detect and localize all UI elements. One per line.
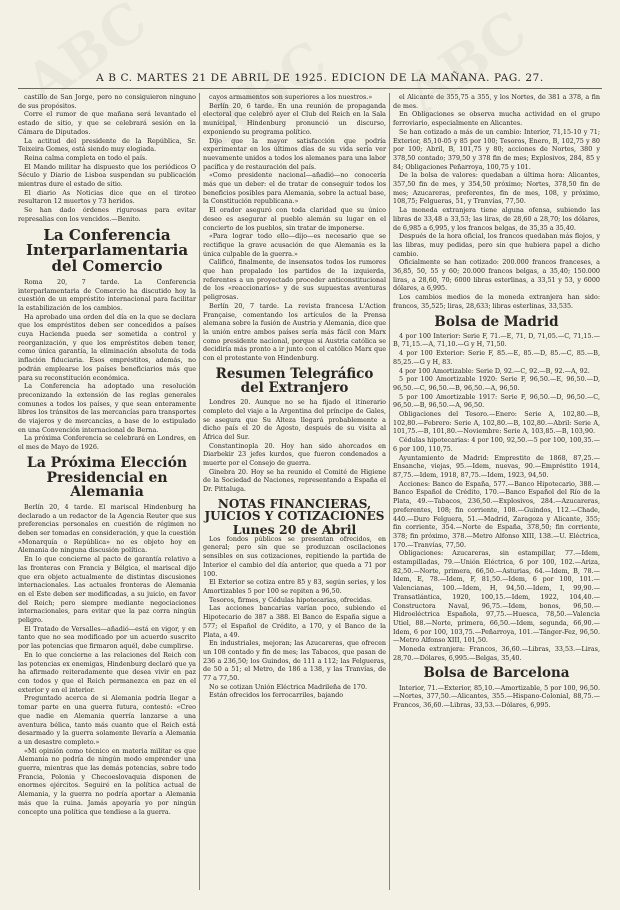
paragraph: El Tratado de Versalles—añadió—está en vigor, y en tanto que no sea modificado por un acuerdo suscrito por las potencias que firmaron aquél, debe cumplirse. bbox=[18, 624, 196, 651]
paragraph: Berlín 20, 4 tarde. El mariscal Hindenburg ha declarado a un redactor de la Agencia Reuter que sus preferencias personales en cuestión de régimen no deben ser tomadas en consideración, y que la cuestión «Monarquía o República» no es objeto hoy en Alemania de ninguna discusión política. bbox=[18, 502, 196, 555]
paragraph: 4 por 100 Interior: Serie F, 71.—E, 71, D, 71,05.—C, 71,15.—B, 71,15.—A, 71,10.—G y H, 71,50. bbox=[393, 331, 600, 349]
paragraph: Tesoros, firmes, y Cédulas hipotecarias, ofrecidas. bbox=[209, 595, 373, 604]
paragraph: 4 por 100 Amortizable: Serie D, 92.—C, 92.—B, 92.—A, 92. bbox=[399, 366, 590, 375]
paragraph: «Mi opinión como técnico en materia militar es que Alemania no podría de ningún modo emprender una guerra, mientras que las demás potencias, sobre todo Francia, Polonia y Checoeslovaquia disponen de enormes ejércitos. Seguiré en la política actual de Alemania, y la guerra no podría aportar a Alemania más que la ruina. Jamás apoyaría yo por ningún concepto una política que tendiese a la guerra. bbox=[18, 746, 196, 816]
paragraph: El diario As Noticias dice que en el tiroteo resultaron 12 muertos y 73 heridos. bbox=[18, 188, 196, 206]
paragraph: Ayuntamiento de Madrid: Emprestito de 1868, 87,25.—Ensanche, viejas, 95.—Idem, nuevas, 90.—Empréstito 1914, 87,75.—Idem, 1918, 87,75.—Idem, 1923, 94,50. bbox=[393, 453, 600, 479]
headline-bolsa-barcelona: Bolsa de Barcelona bbox=[423, 665, 570, 682]
paragraph: cayos armamentos son superiores a los nuestros.» bbox=[209, 93, 373, 101]
paragraph: Después de la hora oficial, los francos quedaban más flojos, y las libras, muy pedidas, pero sin que hubiera papel a dicho cambio. bbox=[393, 232, 600, 258]
paragraph: «Como presidente nacional—añadió—no conocería más que un deber: el de tratar de conseguir todos los beneficios posibles para Alemania, sobre la actual base, la Constitución republicana.» bbox=[203, 171, 386, 206]
headline-resumen: Resumen Telegráfico del Extranjero bbox=[215, 365, 374, 396]
paragraph: Corre el rumor de que mañana será levantado el estado de sitio, y que se celebrará sesión en la Cámara de Diputados. bbox=[18, 110, 196, 136]
paragraph: Ha aprobado una orden del día en la que se declara que los empréstitos deben ser concedidos a países cuya Hacienda pueda ser sometida a control y reorganización, y que los empréstitos deben tener, como única garantía, la eliminación absoluta de toda inflación fiduciaria. Esos empréstitos, además, no podrán emplearse los países beneficiarios más que para su reconstitución económica. bbox=[18, 312, 196, 382]
paragraph: 5 por 100 Amortizable 1920: Serie F, 96,50.—E, 96,50.—D, 96,50.—C, 96,50.—B, 96,50.—A, 96,50. bbox=[393, 375, 600, 392]
paragraph: Obligaciones del Tesoro.—Enero: Serie A, 102,80.—B, 102,80.—Febrero: Serie A, 102,80.—B, 102,80.—Abril: Serie A, 101,75.—B, 101,80.—Noviembre: Serie A, 103,85.—B, 103,90. bbox=[393, 410, 600, 436]
headline-conferencia: La Conferencia Interparlamentaria del Comercio bbox=[25, 225, 189, 276]
paragraph: El Exterior se cotiza entre 85 y 83, según series, y los Amortizables 5 por 100 se repiten a 96,50. bbox=[203, 578, 386, 595]
paragraph: La actitud del presidente de la República, Sr. Teixeira Gomes, está siendo muy elogiada. bbox=[18, 136, 196, 154]
column-2 bbox=[203, 93, 386, 700]
paragraph: De la bolsa de valores: quedaban a última hora: Alicantes, 357,50 fin de mes, y 354,50 próximo; Nortes, 378,50 fin de mes; Azucareras, preferentes, fin de mes, 108, y próximo, 108,75; Felgueras, 51, y Tranvías, 77,50. bbox=[393, 171, 600, 206]
paragraph: Obligaciones: Azucareras, sin estampillar, 77.—Idem, estampilladas, 79.—Unión Eléctrica, 6 por 100, 102.—Ariza, 82,50.—Norte, primera, 66,50.—Asturias, 64.—Idem, B, 78.—Idem, E, 78.—Idem, F, 81,50.—Idem, 6 por 100, 101.—Valencianas, 100.—Idem, H, 94,50.—Idem, I, 99,90.—Transatlántica, 1920, 100,15.—Idem, 1922, 104,40.—Constructora Naval, 96,75.—Idem, bonos, 96,50.—Hidroeléctrica Española, 97,75.—Huesca, 78,50.—Valencia Utiel, 88.—Norte, primera, 66,50.—Idem, segunda, 66,90.—Idem, 6 por 100, 103,75.—Peñarroya, 101.—Tánger-Fez, 96,50.—Metro Alfonso XIII, 101,50. bbox=[393, 549, 600, 645]
paragraph: La próxima Conferencia se celebrará en Londres, en el mes de Mayo de 1926. bbox=[18, 434, 196, 452]
paragraph: En lo que concierne al pacto de garantía relativo a las fronteras con Francia y Bélgica, el mariscal dijo que era objeto actualmente de distintas discusiones internacionales. Las actuales fronteras de Alemania en el Este deben ser modificadas, a su juicio, en favor del Reich; pero siempre mediante negociaciones internacionales, para evitar que la paz corra ningún peligro. bbox=[18, 555, 196, 625]
paragraph: Constantinopla 20. Hoy han sido ahorcados en Diarbekir 23 jefes kurdos, que fueron condenados a muerte por el Consejo de guerra. bbox=[203, 441, 386, 468]
paragraph: el Alicante de 355,75 a 355, y los Nortes, de 381 a 378, a fin de mes. bbox=[393, 93, 600, 110]
subheadline-date: Lunes 20 de Abril bbox=[232, 522, 357, 538]
paragraph: 4 por 100 Exterior: Serie F, 85.—E, 85.—D, 85.—C, 85.—B, 85,25.—G y H, 83. bbox=[393, 349, 600, 366]
paragraph: Ginebra 20. Hoy se ha reunido el Comité de Higiene de la Sociedad de Naciones, representando a España el Dr. Pittaluga. bbox=[203, 467, 386, 494]
paragraph: Interior, 71.—Exterior, 85,10.—Amortizable, 5 por 100, 96,50.—Nortes, 377,50.—Alicantes, 355.—Hispano-Colonial, 88,75.—Francos, 36,60.—Libras, 33,53.—Dólares, 6,995. bbox=[393, 683, 600, 710]
paragraph: Se han dado órdenes rigurosas para evitar represalias con los vencidos.—Benito. bbox=[18, 206, 196, 223]
paragraph: Calificó, finalmente, de insensatos todos los rumores que han propalado los partidos de la izquierda, referentes a un proyectado proceder anticonstitucional de los «reaccionarios» y de sus supuestas aventuras peligrosas. bbox=[203, 258, 386, 302]
paragraph: Acciones: Banco de España, 577.—Banco Hipotecario, 388.—Banco Español de Crédito, 170.—Banco Español del Río de la Plata, 49.—Tabacos, 236,50.—Explosivos, 284.—Azucareras, preferentes, 108; fin corriente, 108.—Guindos, 112.—Chade, 440.—Duro Felguera, 51.—Madrid, Zaragoza y Alicante, 355; fin corriente, 354.—Norte de España, 378,50; fin corriente, 378; fin próximo, 378.—Metro Alfonso XIII, 138.—U. Eléctrica, 170.—Tranvías, 77,50. bbox=[393, 479, 600, 549]
paragraph: Reina calma completa en todo el país. bbox=[24, 153, 148, 162]
paragraph: Dijo que la mayor satisfacción que podría experimentar en los últimos días de su vida sería ver nuevamente unidos a todos los alemanes para una labor pacífica y de restauración del país. bbox=[203, 136, 386, 171]
paragraph: Roma 20, 7 tarde. La Conferencia interparlamentaria de Comercio ha discutido hoy la cuestión de un empréstito internacional para facilitar la estabilización de los cambios. bbox=[18, 277, 196, 312]
paragraph: Preguntado acerca de si Alemania podría llegar a tomar parte en una guerra futura, contestó: «Creo que nadie en Alemania querría lanzarse a una aventura bélica, tanto más cuanto que el Reich está desarmado y la guerra solamente llevaría a Alemania a un desastre completo.» bbox=[18, 694, 196, 746]
paragraph: El Mando militar ha dispuesto que los periódicos O Século y Diario de Lisboa suspendan su publicación mientras dure el estado de sitio. bbox=[18, 162, 196, 189]
paragraph: El orador aseguró con toda claridad que su único deseo es asegurar al pueblo alemán su lugar en el concierto de los pueblos, sin tratar de imponerse. bbox=[203, 206, 386, 232]
paragraph: Las acciones bancarias varían poco, subiendo el Hipotecario de 387 a 388. El Banco de España sigue a 577; el Español de Crédito, a 170, y el Banco de la Plata, a 49. bbox=[203, 604, 386, 639]
column-divider bbox=[199, 93, 200, 890]
header-rule bbox=[18, 88, 602, 89]
headline-notas: NOTAS FINANCIERAS, JUICIOS Y COTIZACIONES bbox=[204, 496, 385, 524]
paragraph: castillo de San Jorge, pero no consiguieron ninguno de sus propósitos. bbox=[18, 93, 196, 110]
paragraph: En industriales, mejoran; las Azucareras, que ofrecen un 108 contado y fin de mes; las Tabacos, que pasan de 236 a 236,50; los Guindos, de 111 a 112; las Felgueras, de 50 a 51; el Metro, de 186 a 138, y las Tranvías, de 77 a 77,50. bbox=[203, 639, 386, 683]
page-header: A B C. MARTES 21 DE ABRIL DE 1925. EDICION DE LA MAÑANA. PAG. 27. bbox=[96, 72, 544, 84]
paragraph: Berlín 20, 6 tarde. En una reunión de propaganda electoral que celebró ayer el Club del Reich en la Sala municipal, Hindenburg pronunció un discurso, exponiendo su programa político. bbox=[203, 101, 386, 136]
column-3 bbox=[393, 93, 600, 710]
paragraph: En lo que concierne a las relaciones del Reich con las potencias ex enemigas, Hindenburg declaró que ya ha afirmado reiteradamente que desea vivir en paz con todos y que el Reich permanezca en paz en el exterior y en el interior. bbox=[18, 650, 196, 694]
paragraph: Berlín 20, 7 tarde. La revista francesa L'Action Française, comentando los artículos de la Prensa alemana sobre la fusión de Austria y Alemania, dice que la unión entre ambos países sería más fácil con Marx como presidente nacional, porque si Austria católica se decidiría más pronto a ir junto con el católico Marx que con el protestante von Hindenburg. bbox=[203, 301, 386, 363]
paragraph: Cédulas hipotecarias: 4 por 100, 92,50.—5 por 100, 100,35.—6 por 100, 110,75. bbox=[393, 436, 600, 453]
paragraph: Los fondos públicos se presentan ofrecidos, en general; pero sin que se produzcan oscilaciones sensibles en sus cotizaciones, repitiendo la partida de Interior el cambio del día anterior, que queda a 71 por 100. bbox=[203, 534, 386, 578]
paragraph: Los cambios medios de la moneda extranjera han sido: francos, 35,525; liras, 28,633; libras esterlinas, 33,535. bbox=[393, 293, 600, 310]
column-divider bbox=[389, 93, 390, 890]
paragraph: Moneda extranjera: Francos, 36,60.—Libras, 33,53.—Liras, 28,70.—Dólares, 6,995.—Belgas, 35,40. bbox=[393, 645, 600, 662]
paragraph: Están ofrecidos los ferrocarriles, bajando bbox=[209, 691, 344, 700]
paragraph: En Obligaciones se observa mucha actividad en el grupo ferroviario, especialmente en Alicantes. bbox=[393, 110, 600, 128]
paragraph: Londres 20. Aunque no se ha fijado el itinerario completo del viaje a la Argentina del príncipe de Gales, se asegura que Su Alteza llegará probablemente a dicho país el 20 de Agosto, después de su visita al África del Sur. bbox=[203, 398, 386, 441]
paragraph: No se cotizan Unión Eléctrica Madrileña de 170. bbox=[209, 682, 368, 691]
paragraph: La moneda extranjera tiene alguna ofensa, subiendo las libras de 33,48 a 33,53; las liras, de 28,60 a 28,70; los dólares, de 6,985 a 6,995, y los francos belgas, de 35,35 a 35,40. bbox=[393, 206, 600, 232]
headline-bolsa-madrid: Bolsa de Madrid bbox=[434, 313, 559, 330]
headline-eleccion: La Próxima Elección Presidencial en Alemania bbox=[26, 454, 188, 501]
paragraph: «Para lograr todo ello—dijo—es necesario que se rectifique la grave acusación de que Alemania es la única culpable de la guerra.» bbox=[203, 232, 386, 258]
paragraph: 5 por 100 Amortizable 1917: Serie F, 96,50.—D, 96,50.—C, 96,50.—B, 96,50.—A, 96,50. bbox=[393, 392, 600, 410]
column-1 bbox=[18, 93, 196, 816]
paragraph: La Conferencia ha adoptado una resolución preconizando la extensión de las reglas generales comunes a todos los países, y que sean enteramente libres los tránsitos de las mercancías para transportes de viajeros y de mercancías, a base de lo estipulado en una Convención internacional de Berna. bbox=[18, 382, 196, 434]
paragraph: Oficialmente se han cotizado: 200.000 francos franceses, a 36,85, 50, 55 y 60; 20.000 francos belgas, a 35,40; 150.000 liras, a 28,60, 70; 6000 libras esterlinas, a 33,51 y 53, y 6000 dólares, a 6,995. bbox=[393, 258, 600, 293]
paragraph: Se han cotizado a más de un cambio: Interior, 71,15-10 y 71; Exterior, 85,10-05 y 85 por 100; Tesoros, Enero, B, 102,75 y 80 por 100; Abril, B, 101,75 y 80; acciones de Nortes, 380 y 378,50 contado; 379,50 y 378 fin de mes; Explosivos, 284, 85 y 84; Obligaciones Peñarroya, 100,75 y 101. bbox=[393, 127, 600, 171]
